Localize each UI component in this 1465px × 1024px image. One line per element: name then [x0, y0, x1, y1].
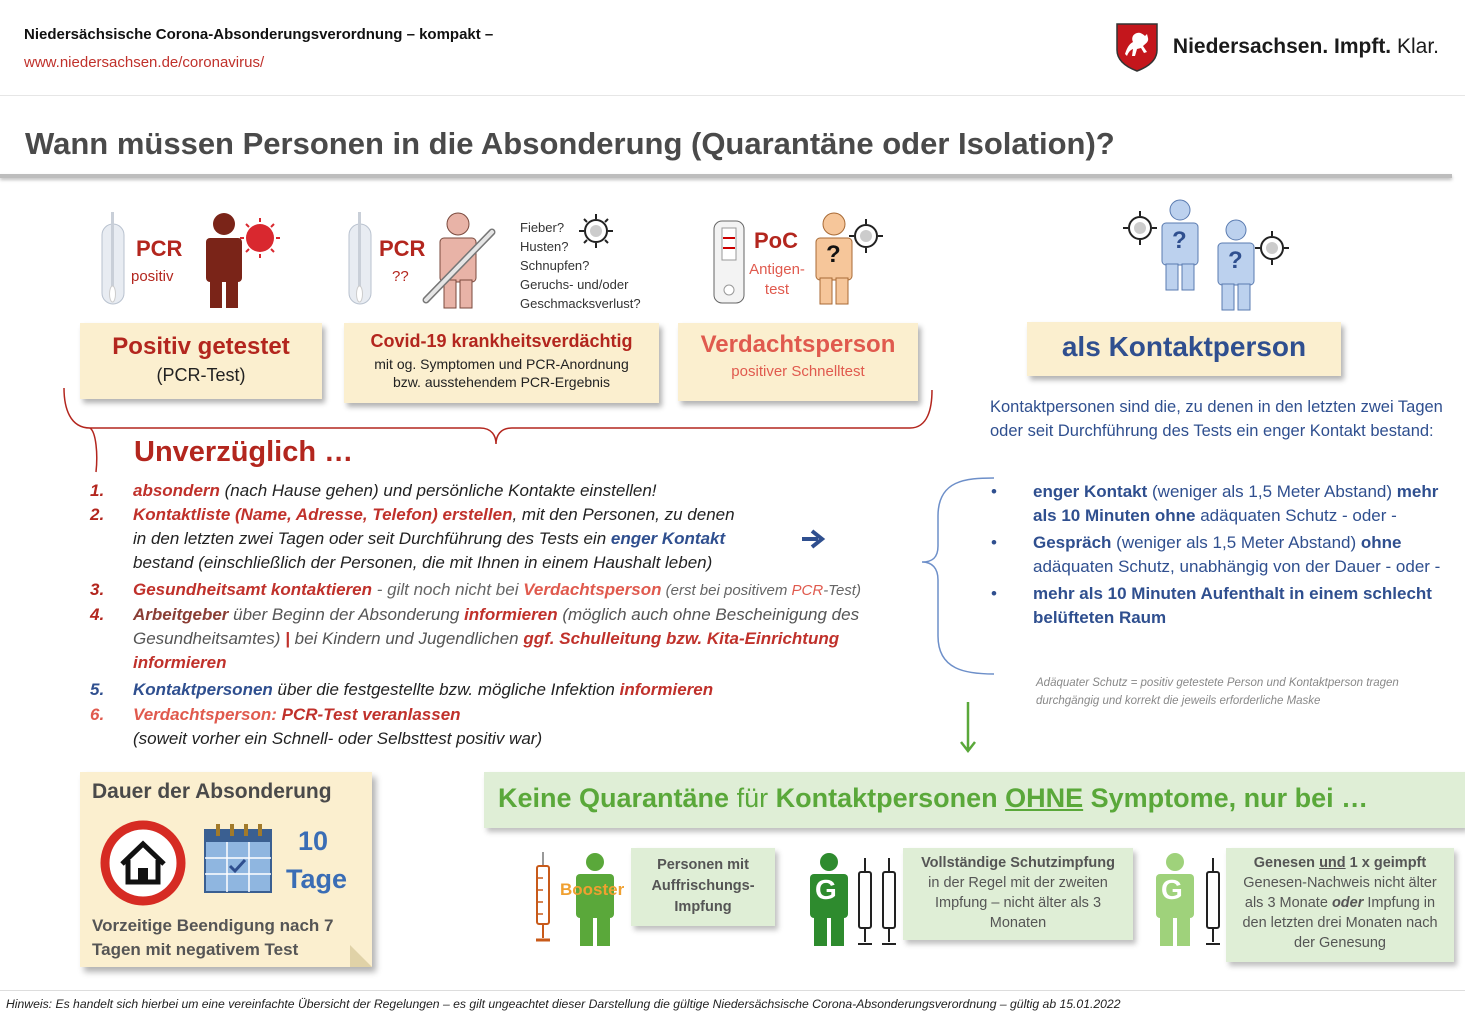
symptoms-list: Fieber? Husten? Schnupfen? Geruchs- und/oder Geschmacksverlust? — [520, 220, 641, 311]
booster-label: Booster — [560, 880, 625, 899]
test-tube-icon — [345, 212, 375, 308]
pcr-positive-sub: positiv — [131, 268, 174, 285]
footer-note: Hinweis: Es handelt sich hierbei um eine vereinfachte Übersicht der Regelungen – es gilt ungeachtet dieser Darstellung die gültige Niedersächsische Corona-Absonderungsverordnung – gültig ab 15.01.2022 — [6, 997, 1121, 1011]
brand-slogan: Niedersachsen. Impft. Klar. — [1172, 35, 1439, 58]
duration-note — [80, 772, 372, 967]
early-end-text: Vorzeitige Beendigung nach 7 Tagen mit negativem Test — [92, 916, 334, 959]
contact-criterion: • Gespräch (weniger als 1,5 Meter Abstand) ohne adäquaten Schutz, unabhängig von der Dauer - oder - — [991, 533, 1441, 576]
steps-heading: Unverzüglich … — [134, 436, 354, 468]
duration-days-number: 10 — [298, 826, 329, 856]
booster-condition-box: Personen mit Auffrischungs-Impfung — [631, 848, 775, 926]
pcr-pending-label: PCR — [379, 236, 426, 261]
positive-tested-box: Positiv getestet (PCR-Test) — [80, 323, 322, 399]
antigen-test-cassette-icon — [713, 220, 745, 304]
footer-divider — [0, 990, 1465, 991]
svg-text:?: ? — [1228, 247, 1243, 274]
g-label: G — [815, 874, 837, 905]
test-tube-icon — [98, 212, 128, 308]
page-title: Wann müssen Personen in die Absonderung (Quarantäne oder Isolation)? — [25, 126, 1115, 161]
suspect-person-icon — [808, 210, 888, 306]
duration-title: Dauer der Absonderung — [92, 780, 332, 803]
contact-person-box: als Kontaktperson — [1027, 322, 1341, 376]
header-divider — [0, 95, 1465, 96]
arrow-down-icon — [958, 702, 978, 754]
person-with-thermometer-icon — [420, 210, 500, 310]
brand-logo-area — [1115, 22, 1439, 72]
arrow-right-icon — [800, 528, 828, 550]
g-label-recovered: G — [1161, 874, 1183, 905]
contact-definition-text: Kontaktpersonen sind die, zu denen in den letzten zwei Tagen oder seit Durchführung des Tests ein enger Kontakt bestand: — [990, 398, 1443, 440]
two-syringes-icon — [855, 858, 899, 948]
virus-icon — [578, 213, 614, 249]
lower-saxony-crest-icon — [1115, 22, 1159, 72]
stay-home-icon — [100, 820, 186, 906]
header-url-link[interactable]: www.niedersachsen.de/coronavirus/ — [24, 54, 265, 71]
no-quarantine-banner: Keine Quarantäne für Kontaktpersonen OHNE Symptome, nur bei … — [484, 772, 1465, 828]
syringe-icon — [1203, 858, 1223, 948]
title-underline — [0, 174, 1452, 178]
protection-note: Adäquater Schutz = positiv getestete Person und Kontaktperson tragen durchgängig und korrekt die jeweils erforderliche Maske — [1036, 677, 1399, 707]
pcr-positive-label: PCR — [136, 236, 183, 261]
contact-criterion: • enger Kontakt (weniger als 1,5 Meter Abstand) mehr als 10 Minuten ohne adäquaten Schutz - oder - — [991, 482, 1439, 525]
header-title: Niedersächsische Corona-Absonderungsverordnung – kompakt – — [24, 26, 494, 43]
pcr-pending-sub: ?? — [392, 268, 409, 285]
blue-brace-divider — [826, 476, 996, 676]
poc-sub: Antigen-test — [749, 261, 805, 298]
infected-person-icon — [196, 210, 282, 310]
syringe-icon — [533, 852, 553, 944]
suspect-person-box: Verdachtsperson positiver Schnelltest — [678, 323, 918, 401]
svg-text:?: ? — [826, 241, 841, 268]
note-fold — [350, 945, 372, 967]
fully-vaccinated-box: Vollständige Schutzimpfung in der Regel mit der zweiten Impfung – nicht älter als 3 Monaten — [903, 848, 1133, 940]
duration-days-label: Tage — [286, 864, 348, 894]
suspected-illness-box: Covid-19 krankheitsverdächtig mit og. Symptomen und PCR-Anordnung bzw. ausstehendem PCR-Ergebnis — [344, 323, 659, 403]
recovered-vaccinated-box: Genesen und 1 x geimpft Genesen-Nachweis nicht älter als 3 Monate oder Impfung in den letzten drei Monaten nach der Genesung — [1226, 848, 1454, 962]
contact-criteria-list — [991, 480, 1443, 633]
contact-persons-icon — [1122, 196, 1292, 312]
svg-text:?: ? — [1172, 227, 1187, 254]
calendar-icon — [202, 822, 274, 896]
contact-criterion: • mehr als 10 Minuten Aufenthalt in einem schlecht belüfteten Raum — [991, 584, 1432, 627]
poc-label: PoC — [754, 228, 798, 253]
